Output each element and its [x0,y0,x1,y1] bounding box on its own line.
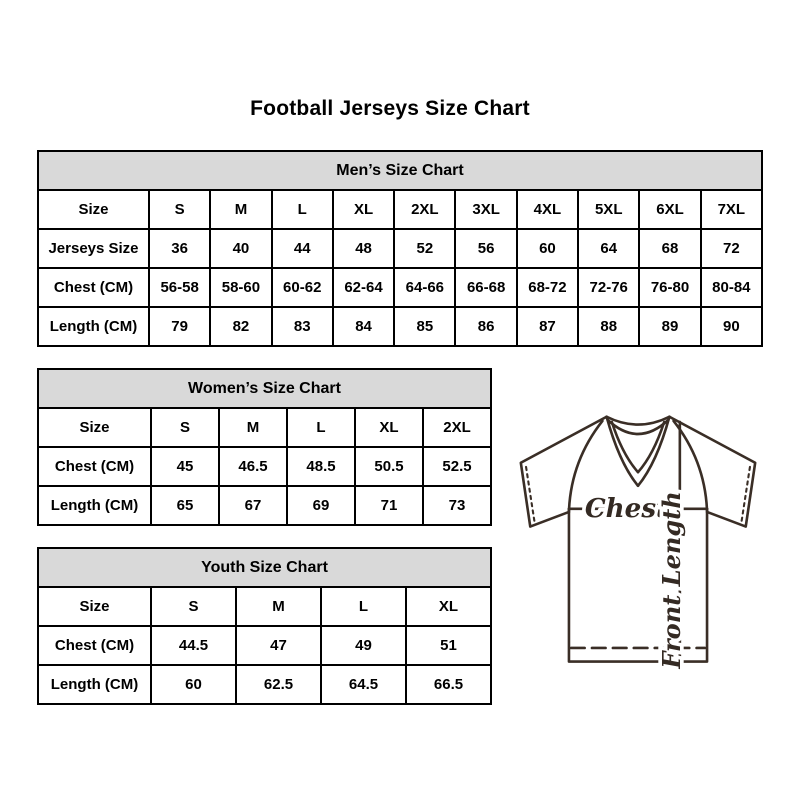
table-cell: XL [355,408,423,447]
table-cell: 62-64 [333,268,394,307]
page-title: Football Jerseys Size Chart [250,97,530,120]
table-cell: 60 [151,665,236,704]
table-cell: 44.5 [151,626,236,665]
table-cell: 72 [701,229,762,268]
womens-size-table [37,368,492,526]
front-length-label: Front Length [656,491,686,669]
table-cell: 5XL [578,190,639,229]
row-header: Length (CM) [38,307,149,346]
table-cell: 86 [455,307,516,346]
table-cell: L [321,587,406,626]
table-row [38,268,762,307]
table-row [38,486,491,525]
table-row [38,190,762,229]
table-row [38,447,491,486]
table-cell: M [236,587,321,626]
table-cell: 88 [578,307,639,346]
table-cell: L [272,190,333,229]
table-cell: 58-60 [210,268,271,307]
row-header: Jerseys Size [38,229,149,268]
table-row [38,587,491,626]
row-header: Size [38,587,151,626]
table-title: Men’s Size Chart [38,151,762,190]
table-title-row [38,151,762,190]
table-cell: 67 [219,486,287,525]
table-row [38,229,762,268]
table-cell: 48.5 [287,447,355,486]
table-cell: 62.5 [236,665,321,704]
table-cell: 83 [272,307,333,346]
chest-label: Chest [584,493,669,525]
table-cell: XL [406,587,491,626]
table-title-row [38,548,491,587]
table-row [38,665,491,704]
table-cell: 44 [272,229,333,268]
table-row [38,307,762,346]
table-cell: 49 [321,626,406,665]
table-cell: 52.5 [423,447,491,486]
table-cell: 56 [455,229,516,268]
table-cell: 65 [151,486,219,525]
table-cell: 85 [394,307,455,346]
table-cell: 69 [287,486,355,525]
row-header: Chest (CM) [38,447,151,486]
table-cell: 45 [151,447,219,486]
table-cell: 68 [639,229,700,268]
row-header: Chest (CM) [38,626,151,665]
table-cell: 64-66 [394,268,455,307]
table-row [38,408,491,447]
table-title: Women’s Size Chart [38,369,491,408]
table-cell: 87 [517,307,578,346]
table-cell: 64.5 [321,665,406,704]
table-cell: 6XL [639,190,700,229]
table-cell: 82 [210,307,271,346]
table-cell: 40 [210,229,271,268]
table-cell: 71 [355,486,423,525]
jersey-measurement-diagram [502,400,774,672]
table-cell: 72-76 [578,268,639,307]
table-cell: 3XL [455,190,516,229]
table-cell: 46.5 [219,447,287,486]
row-header: Size [38,190,149,229]
table-cell: 2XL [423,408,491,447]
table-cell: S [149,190,210,229]
table-cell: 90 [701,307,762,346]
table-cell: 2XL [394,190,455,229]
table-cell: 64 [578,229,639,268]
row-header: Length (CM) [38,486,151,525]
youth-size-table [37,547,492,705]
row-header: Chest (CM) [38,268,149,307]
table-cell: 76-80 [639,268,700,307]
row-header: Size [38,408,151,447]
table-cell: 60 [517,229,578,268]
table-cell: 50.5 [355,447,423,486]
mens-size-table [37,150,763,347]
table-cell: 7XL [701,190,762,229]
table-row [38,626,491,665]
table-title: Youth Size Chart [38,548,491,587]
table-cell: 66-68 [455,268,516,307]
table-cell: 52 [394,229,455,268]
jersey-outline-icon [521,417,755,669]
table-cell: 48 [333,229,394,268]
table-cell: 73 [423,486,491,525]
table-cell: 56-58 [149,268,210,307]
row-header: Length (CM) [38,665,151,704]
table-cell: 68-72 [517,268,578,307]
table-cell: 80-84 [701,268,762,307]
jersey-diagram-svg [502,400,774,672]
table-cell: 89 [639,307,700,346]
table-cell: M [219,408,287,447]
table-cell: 47 [236,626,321,665]
table-cell: 4XL [517,190,578,229]
table-cell: S [151,587,236,626]
table-cell: 60-62 [272,268,333,307]
table-cell: 84 [333,307,394,346]
table-cell: L [287,408,355,447]
table-cell: 51 [406,626,491,665]
table-cell: XL [333,190,394,229]
table-cell: M [210,190,271,229]
table-cell: S [151,408,219,447]
table-cell: 66.5 [406,665,491,704]
table-cell: 79 [149,307,210,346]
table-cell: 36 [149,229,210,268]
table-title-row [38,369,491,408]
